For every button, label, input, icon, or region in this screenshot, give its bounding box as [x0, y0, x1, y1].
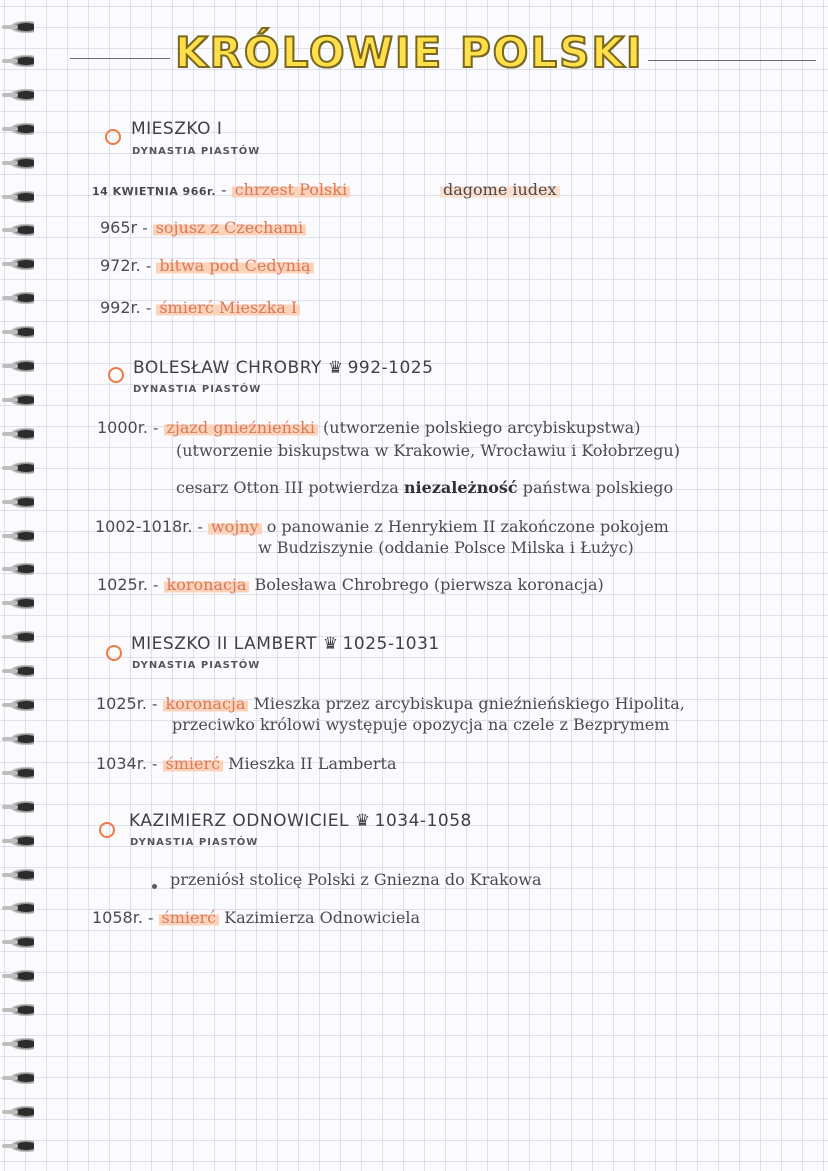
spiral-ring	[8, 1105, 34, 1119]
separator: -	[192, 517, 208, 536]
event-text: państwa polskiego	[517, 478, 674, 497]
event-line	[176, 478, 673, 497]
event-line	[258, 538, 634, 557]
spiral-ring	[8, 291, 34, 305]
king-name: KAZIMIERZ ODNOWICIEL	[129, 811, 349, 831]
event-text: Bolesława Chrobrego (pierwsza koronacja)	[249, 575, 604, 594]
event-date: 992r.	[100, 298, 141, 317]
side-note	[440, 180, 560, 199]
event-text: w Budziszynie (oddanie Polsce Milska i Łużyc)	[258, 538, 634, 557]
dynasty-label: DYNASTIA PIASTÓW	[132, 146, 261, 157]
event-highlight: sojusz z Czechami	[153, 218, 307, 237]
title-rule-left	[70, 58, 170, 59]
spiral-ring	[8, 1071, 34, 1085]
separator: -	[140, 298, 157, 317]
event-highlight: bitwa pod Cedynią	[156, 256, 313, 275]
side-note-text: dagome iudex	[440, 180, 560, 199]
event-highlight: koronacja	[163, 694, 249, 713]
spiral-ring	[8, 868, 34, 882]
spiral-ring	[8, 800, 34, 814]
king-heading	[129, 811, 472, 831]
event-date: 972r.	[100, 256, 141, 275]
event-date: 1058r.	[92, 908, 143, 927]
dynasty-label: DYNASTIA PIASTÓW	[133, 384, 262, 395]
event-line	[92, 180, 350, 199]
separator: -	[147, 575, 164, 594]
spiral-ring	[8, 1037, 34, 1051]
separator: -	[216, 180, 232, 199]
spiral-ring	[8, 834, 34, 848]
event-text: (utworzenie polskiego arcybiskupstwa)	[317, 418, 641, 437]
section-marker	[108, 367, 124, 383]
separator: -	[146, 694, 163, 713]
reign-years: 1034-1058	[374, 811, 472, 831]
event-line	[96, 694, 685, 713]
event-text: (utworzenie biskupstwa w Krakowie, Wrocławiu i Kołobrzegu)	[176, 441, 680, 460]
crown-icon: ♛	[354, 811, 371, 831]
separator: -	[147, 418, 164, 437]
event-highlight: chrzest Polski	[232, 180, 350, 199]
bullet-point	[152, 884, 157, 889]
event-line	[97, 418, 640, 437]
spiral-ring	[8, 732, 34, 746]
crown-icon: ♛	[327, 358, 344, 378]
event-highlight: śmierć	[163, 754, 224, 773]
spiral-ring	[8, 461, 34, 475]
event-line	[92, 908, 420, 927]
event-line	[176, 441, 680, 460]
event-text: o panowanie z Henrykiem II zakończone pokojem	[261, 517, 669, 536]
section-marker	[105, 129, 121, 145]
spiral-ring	[8, 596, 34, 610]
event-line	[100, 256, 314, 275]
event-date: 14 KWIETNIA 966r.	[92, 185, 217, 198]
separator: -	[146, 754, 163, 773]
event-line	[95, 517, 669, 536]
king-heading	[133, 358, 433, 378]
spiral-ring	[8, 935, 34, 949]
event-text: Mieszka przez arcybiskupa gnieźnieńskiego Hipolita,	[248, 694, 685, 713]
event-date: 1000r.	[97, 418, 148, 437]
spiral-ring	[8, 156, 34, 170]
spiral-ring	[8, 257, 34, 271]
event-line	[97, 575, 604, 594]
spiral-ring	[8, 190, 34, 204]
spiral-ring	[8, 54, 34, 68]
spiral-ring	[8, 223, 34, 237]
event-highlight: zjazd gnieźnieński	[164, 418, 318, 437]
spiral-ring	[8, 1003, 34, 1017]
spiral-ring	[8, 122, 34, 136]
event-date: 1025r.	[97, 575, 148, 594]
event-line	[96, 754, 396, 773]
spiral-ring	[8, 901, 34, 915]
event-text: przeciwko królowi występuje opozycja na czele z Bezprymem	[172, 715, 670, 734]
reign-years: 992-1025	[347, 358, 434, 378]
spiral-ring	[8, 20, 34, 34]
spiral-binding	[0, 20, 42, 1170]
section-marker	[106, 645, 122, 661]
event-date: 1002-1018r.	[95, 517, 193, 536]
event-line	[170, 870, 542, 889]
separator: -	[142, 908, 159, 927]
king-name: MIESZKO II LAMBERT	[131, 634, 317, 654]
event-date: 965r	[100, 218, 138, 237]
section-marker	[99, 822, 115, 838]
event-date: 1034r.	[96, 754, 147, 773]
event-text-bold: niezależność	[403, 478, 518, 497]
spiral-ring	[8, 529, 34, 543]
separator: -	[137, 218, 153, 237]
spiral-ring	[8, 88, 34, 102]
event-line	[100, 298, 300, 317]
event-text: cesarz Otton III potwierdza	[176, 478, 404, 497]
spiral-ring	[8, 664, 34, 678]
spiral-ring	[8, 698, 34, 712]
event-text: przeniósł stolicę Polski z Gniezna do Krakowa	[170, 870, 542, 889]
spiral-ring	[8, 393, 34, 407]
page-title: KRÓLOWIE POLSKI	[175, 28, 644, 77]
event-line	[172, 715, 669, 734]
crown-icon: ♛	[322, 634, 339, 654]
spiral-ring	[8, 562, 34, 576]
king-name: MIESZKO I	[131, 119, 223, 139]
dynasty-label: DYNASTIA PIASTÓW	[132, 660, 261, 671]
spiral-ring	[8, 766, 34, 780]
dynasty-label: DYNASTIA PIASTÓW	[130, 837, 259, 848]
spiral-ring	[8, 427, 34, 441]
event-text: Mieszka II Lamberta	[223, 754, 397, 773]
event-highlight: śmierć	[159, 908, 220, 927]
spiral-ring	[8, 495, 34, 509]
event-highlight: wojny	[208, 517, 262, 536]
spiral-ring	[8, 969, 34, 983]
king-heading	[131, 634, 440, 654]
event-highlight: koronacja	[164, 575, 250, 594]
spiral-ring	[8, 325, 34, 339]
title-rule-right	[648, 60, 816, 61]
event-text: Kazimierza Odnowiciela	[219, 908, 420, 927]
reign-years: 1025-1031	[342, 634, 440, 654]
spiral-ring	[8, 359, 34, 373]
event-date: 1025r.	[96, 694, 147, 713]
king-name: BOLESŁAW CHROBRY	[133, 358, 322, 378]
spiral-ring	[8, 630, 34, 644]
event-highlight: śmierć Mieszka I	[156, 298, 300, 317]
spiral-ring	[8, 1139, 34, 1153]
separator: -	[140, 256, 157, 275]
event-line	[100, 218, 306, 237]
